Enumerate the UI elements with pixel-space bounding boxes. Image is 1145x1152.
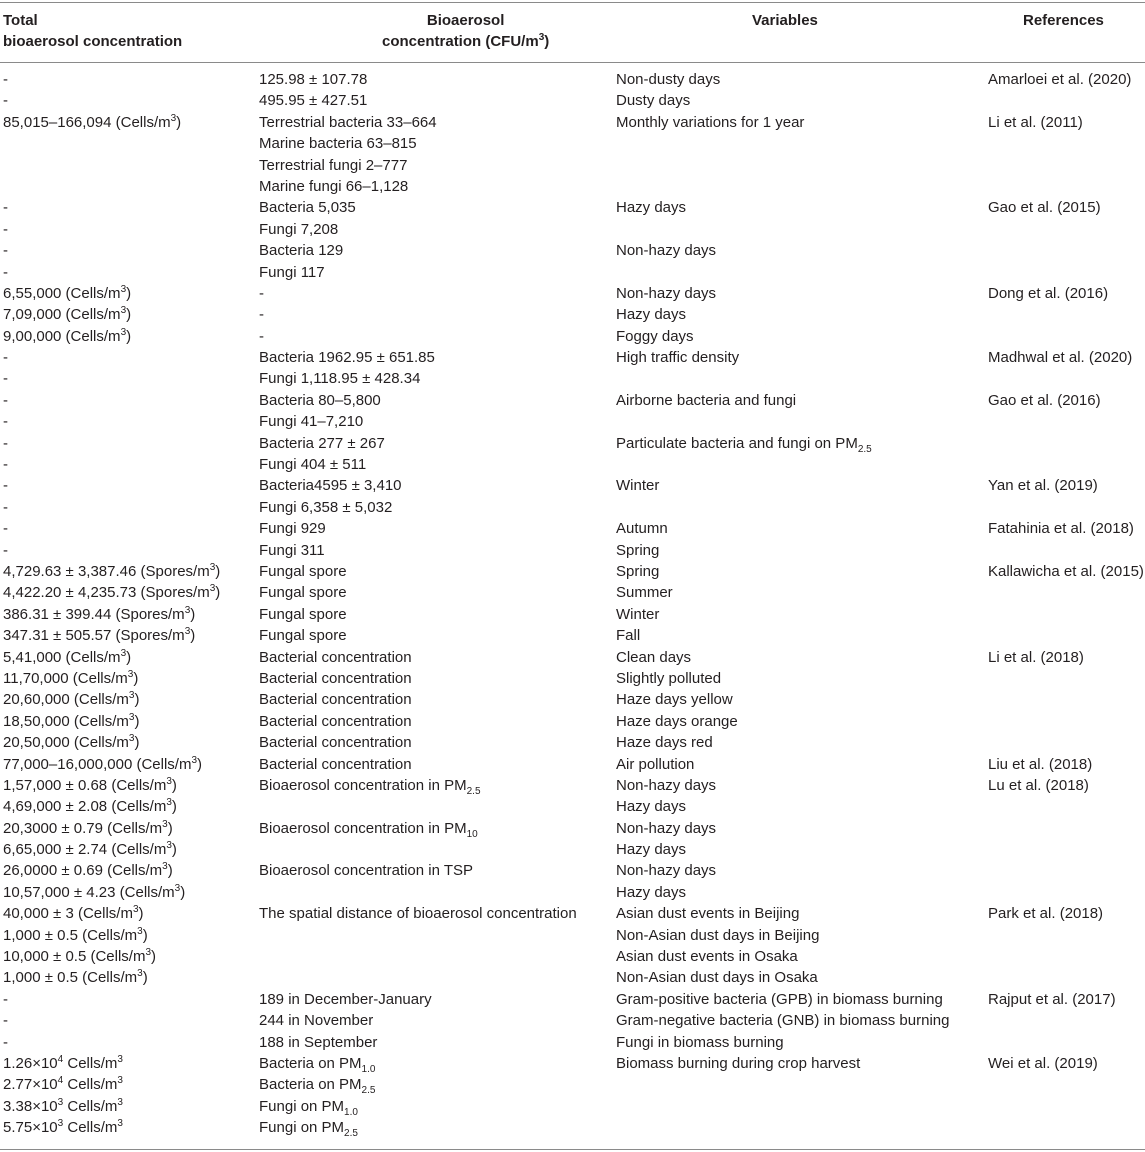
table-row [0, 1010, 1145, 1031]
table-row [0, 989, 1145, 1010]
cell-references: Dong et al. (2016) [988, 284, 1109, 302]
table-row [0, 176, 1145, 197]
cell-bioaerosol-concentration: Fungal spore [259, 627, 347, 645]
table-row [0, 219, 1145, 240]
cell-total-concentration: 20,50,000 $(Cells/m^3)$ [3, 733, 140, 752]
cell-variables: Foggy days [616, 327, 694, 345]
cell-variables: Hazy days [616, 883, 687, 901]
cell-references: Li et al. (2011) [988, 113, 1083, 131]
cell-total-concentration: - [3, 541, 8, 559]
cell-variables: Hazy days [616, 306, 687, 324]
cell-total-concentration: 77,000–16,000,000 $(Cells/m^3)$ [3, 754, 203, 773]
cell-total-concentration: - [3, 990, 8, 1008]
cell-variables: Fungi in biomass burning [616, 1033, 784, 1051]
table-row [0, 497, 1145, 518]
table-row [0, 475, 1145, 496]
table-row [0, 1096, 1145, 1117]
table-row [0, 240, 1145, 261]
cell-bioaerosol-concentration: Fungi 311 [259, 541, 325, 559]
cell-total-concentration: - [3, 434, 8, 452]
cell-total-concentration: 9,00,000 $(Cells/m^3)$ [3, 326, 132, 345]
cell-variables: Air pollution [616, 755, 695, 773]
cell-total-concentration: 1,57,000 ± 0.68 $(Cells/m^3)$ [3, 775, 177, 794]
cell-variables: Non-Asian dust days in Osaka [616, 969, 818, 987]
cell-total-concentration: - [3, 199, 8, 217]
table-row [0, 197, 1145, 218]
cell-bioaerosol-concentration: Bacteria 277 ± 267 [259, 434, 385, 452]
table-row [0, 625, 1145, 646]
cell-variables: Non-Asian dust days in Beijing [616, 926, 820, 944]
cell-bioaerosol-concentration: Bacterial concentration [259, 734, 412, 752]
cell-variables: Summer [616, 584, 673, 602]
cell-total-concentration: - [3, 498, 8, 516]
table-row [0, 1074, 1145, 1095]
cell-references: Liu et al. (2018) [988, 755, 1093, 773]
table-row [0, 90, 1145, 111]
cell-variables: Haze days red [616, 734, 713, 752]
table-row [0, 1053, 1145, 1074]
cell-bioaerosol-concentration: Terrestrial bacteria 33–664 [259, 113, 437, 131]
cell-bioaerosol-concentration: 244 in November [259, 1012, 374, 1030]
header-col2-line2: concentration $(CFU/m^3)$ [382, 32, 550, 50]
table-row [0, 668, 1145, 689]
cell-variables: Autumn [616, 520, 668, 538]
cell-references: Lu et al. (2018) [988, 776, 1089, 794]
table-row [0, 304, 1145, 325]
cell-total-concentration: 10,000 ± 0.5 $(Cells/m^3)$ [3, 947, 157, 966]
cell-total-concentration: - [3, 1033, 8, 1051]
cell-variables: Spring [616, 541, 660, 559]
cell-total-concentration: - [3, 413, 8, 431]
cell-total-concentration: 7,09,000 $(Cells/m^3)$ [3, 305, 132, 324]
cell-variables: Fall [616, 627, 641, 645]
cell-total-concentration: 1,000 ± 0.5 $(Cells/m^3)$ [3, 925, 148, 944]
header-rule [0, 62, 1145, 63]
table-row [0, 390, 1145, 411]
header-variables: Variables [752, 12, 818, 29]
cell-variables: Monthly variations for 1 year [616, 113, 805, 131]
cell-variables: Non-hazy days [616, 242, 717, 260]
cell-total-concentration: 347.31 ± 505.57 $(Spores/m^3)$ [3, 626, 196, 645]
cell-bioaerosol-concentration: Fungi 404 ± 511 [259, 456, 367, 474]
cell-variables: Gram-positive bacteria (GPB) in biomass burning [616, 990, 943, 1008]
cell-total-concentration: - [3, 520, 8, 538]
cell-references: Madhwal et al. (2020) [988, 349, 1133, 367]
table-row [0, 133, 1145, 154]
cell-bioaerosol-concentration: Fungi 929 [259, 520, 326, 538]
cell-total-concentration: $2.77\times 10^4$ Cells/$m^3$ [3, 1075, 123, 1094]
cell-variables: Slightly polluted [616, 669, 722, 687]
table-row [0, 925, 1145, 946]
table-row [0, 689, 1145, 710]
header-total-concentration [3, 10, 182, 52]
cell-total-concentration: - [3, 92, 8, 110]
table-row [0, 454, 1145, 475]
cell-bioaerosol-concentration: Bacteria on $PM_{2.5}$ [259, 1076, 376, 1097]
cell-variables: High traffic density [616, 349, 740, 367]
cell-variables: Airborne bacteria and fungi [616, 391, 797, 409]
table-row [0, 540, 1145, 561]
cell-references: Wei et al. (2019) [988, 1054, 1098, 1072]
table-row [0, 326, 1145, 347]
cell-bioaerosol-concentration: Fungal spore [259, 562, 347, 580]
cell-bioaerosol-concentration: Fungi on $PM_{1.0}$ [259, 1097, 358, 1118]
cell-total-concentration: $5.75\times 10^3$ Cells/$m^3$ [3, 1118, 123, 1137]
cell-variables: Winter [616, 477, 660, 495]
cell-variables: Gram-negative bacteria (GNB) in biomass burning [616, 1012, 950, 1030]
table-row [0, 647, 1145, 668]
cell-total-concentration: 6,55,000 $(Cells/m^3)$ [3, 283, 132, 302]
table-row [0, 1117, 1145, 1138]
cell-variables: Asian dust events in Beijing [616, 905, 800, 923]
table-row [0, 860, 1145, 881]
table-row [0, 604, 1145, 625]
cell-bioaerosol-concentration: Fungal spore [259, 584, 347, 602]
cell-references: Gao et al. (2015) [988, 199, 1101, 217]
cell-variables: Non-hazy days [616, 819, 717, 837]
cell-variables: Haze days orange [616, 712, 738, 730]
cell-bioaerosol-concentration: Bacteria 80–5,800 [259, 391, 381, 409]
cell-total-concentration: - [3, 242, 8, 260]
cell-total-concentration: 4,729.63 ± 3,387.46 $(Spores/m^3)$ [3, 561, 221, 580]
cell-variables: Haze days yellow [616, 691, 733, 709]
table-row [0, 69, 1145, 90]
cell-variables: Biomass burning during crop harvest [616, 1054, 861, 1072]
cell-variables: Non-hazy days [616, 862, 717, 880]
header-col2-line1: Bioaerosol [426, 12, 505, 29]
cell-variables: Clean days [616, 648, 692, 666]
cell-total-concentration: - [3, 391, 8, 409]
cell-bioaerosol-concentration: Bacteria 1962.95 ± 651.85 [259, 349, 435, 367]
cell-variables: Spring [616, 562, 660, 580]
cell-total-concentration: 20,60,000 $(Cells/m^3)$ [3, 690, 140, 709]
cell-references: Park et al. (2018) [988, 905, 1104, 923]
cell-references: Li et al. (2018) [988, 648, 1084, 666]
cell-bioaerosol-concentration: Fungi 41–7,210 [259, 413, 364, 431]
cell-variables: Hazy days [616, 199, 687, 217]
cell-bioaerosol-concentration: 495.95 ± 427.51 [259, 92, 368, 110]
header-col1-line2: bioaerosol concentration [3, 33, 183, 50]
table-row [0, 967, 1145, 988]
cell-variables: Particulate bacteria and fungi on $PM_{2.5}$ [616, 434, 872, 455]
cell-total-concentration: 26,0000 ± 0.69 $(Cells/m^3)$ [3, 861, 173, 880]
cell-bioaerosol-concentration: - [259, 284, 264, 302]
cell-bioaerosol-concentration: - [259, 306, 264, 324]
cell-bioaerosol-concentration: Fungi 7,208 [259, 220, 339, 238]
table-row [0, 411, 1145, 432]
bottom-rule [0, 1149, 1145, 1150]
cell-total-concentration: - [3, 477, 8, 495]
cell-bioaerosol-concentration: Bacteria 5,035 [259, 199, 356, 217]
cell-total-concentration: 4,422.20 ± 4,235.73 $(Spores/m^3)$ [3, 583, 221, 602]
table-row [0, 882, 1145, 903]
table-body [0, 69, 1145, 1139]
cell-bioaerosol-concentration: Fungi 117 [259, 263, 325, 281]
cell-bioaerosol-concentration: Bacterial concentration [259, 648, 412, 666]
table-row [0, 368, 1145, 389]
cell-references: Kallawicha et al. (2015) [988, 562, 1144, 580]
table-row [0, 775, 1145, 796]
table-row [0, 796, 1145, 817]
cell-total-concentration: 18,50,000 $(Cells/m^3)$ [3, 711, 140, 730]
cell-bioaerosol-concentration: Bacteria on $PM_{1.0}$ [259, 1054, 376, 1075]
cell-total-concentration: - [3, 349, 8, 367]
cell-bioaerosol-concentration: Marine bacteria 63–815 [259, 135, 417, 153]
table-row [0, 561, 1145, 582]
cell-total-concentration: 20,3000 ± 0.79 $(Cells/m^3)$ [3, 818, 173, 837]
cell-total-concentration: - [3, 71, 8, 88]
cell-bioaerosol-concentration: Bioaerosol concentration in $PM_{2.5}$ [259, 776, 481, 797]
header-bioaerosol-concentration [382, 10, 549, 52]
table-row [0, 839, 1145, 860]
table-row [0, 347, 1145, 368]
cell-total-concentration: - [3, 263, 8, 281]
cell-bioaerosol-concentration: Bacteria 129 [259, 242, 344, 260]
cell-total-concentration: 1,000 ± 0.5 $(Cells/m^3)$ [3, 968, 148, 987]
cell-bioaerosol-concentration: Bacterial concentration [259, 755, 412, 773]
cell-bioaerosol-concentration: Bacterial concentration [259, 669, 412, 687]
cell-references: Fatahinia et al. (2018) [988, 520, 1134, 538]
cell-total-concentration: 386.31 ± 399.44 $(Spores/m^3)$ [3, 604, 196, 623]
table-row [0, 754, 1145, 775]
table-row [0, 711, 1145, 732]
table-row [0, 112, 1145, 133]
cell-bioaerosol-concentration: The spatial distance of bioaerosol concentration [259, 905, 577, 923]
cell-references: Rajput et al. (2017) [988, 990, 1116, 1008]
table-header [0, 0, 1145, 56]
cell-bioaerosol-concentration: - [259, 327, 264, 345]
cell-variables: Dusty days [616, 92, 691, 110]
table-row [0, 582, 1145, 603]
table-row [0, 732, 1145, 753]
table-row [0, 518, 1145, 539]
table-row [0, 433, 1145, 454]
header-col1-line1: Total [3, 12, 38, 29]
cell-bioaerosol-concentration: Bacterial concentration [259, 712, 412, 730]
cell-bioaerosol-concentration: 189 in December-January [259, 990, 432, 1008]
cell-bioaerosol-concentration: Bioaerosol concentration in $PM_{10}$ [259, 819, 478, 840]
cell-total-concentration: 11,70,000 $(Cells/m^3)$ [3, 668, 139, 687]
cell-total-concentration: - [3, 1012, 8, 1030]
table-row [0, 903, 1145, 924]
table-row [0, 946, 1145, 967]
cell-variables: Hazy days [616, 798, 687, 816]
cell-references: Amarloei et al. (2020) [988, 71, 1132, 88]
cell-total-concentration: 6,65,000 ± 2.74 $(Cells/m^3)$ [3, 840, 177, 859]
cell-bioaerosol-concentration: 188 in September [259, 1033, 378, 1051]
cell-bioaerosol-concentration: Fungi 6,358 ± 5,032 [259, 498, 393, 516]
cell-bioaerosol-concentration: Bacterial concentration [259, 691, 412, 709]
cell-bioaerosol-concentration: Bacteria4595 ± 3,410 [259, 477, 402, 495]
cell-variables: Non-dusty days [616, 71, 721, 88]
table-row [0, 155, 1145, 176]
cell-bioaerosol-concentration: Fungal spore [259, 605, 347, 623]
header-references: References [1023, 12, 1104, 29]
cell-bioaerosol-concentration: Terrestrial fungi 2–777 [259, 156, 408, 174]
cell-total-concentration: 4,69,000 ± 2.08 $(Cells/m^3)$ [3, 797, 177, 816]
cell-total-concentration: $3.38\times 10^3$ Cells/$m^3$ [3, 1096, 123, 1115]
cell-variables: Hazy days [616, 841, 687, 859]
cell-total-concentration: 10,57,000 ± 4.23 $(Cells/m^3)$ [3, 882, 186, 901]
cell-total-concentration: $1.26\times 10^4$ Cells/$m^3$ [3, 1053, 123, 1072]
cell-bioaerosol-concentration: Fungi 1,118.95 ± 428.34 [259, 370, 421, 388]
cell-total-concentration: 40,000 ± 3 $(Cells/m^3)$ [3, 904, 144, 923]
cell-total-concentration: - [3, 220, 8, 238]
cell-variables: Asian dust events in Osaka [616, 948, 798, 966]
cell-total-concentration: 85,015–166,094 $(Cells/m^3)$ [3, 112, 182, 131]
cell-bioaerosol-concentration: Bioaerosol concentration in TSP [259, 862, 474, 880]
cell-total-concentration: - [3, 456, 8, 474]
cell-variables: Winter [616, 605, 660, 623]
table-row [0, 283, 1145, 304]
cell-bioaerosol-concentration: 125.98 ± 107.78 [259, 71, 368, 88]
table-row [0, 1032, 1145, 1053]
cell-variables: Non-hazy days [616, 284, 717, 302]
table-row [0, 262, 1145, 283]
cell-total-concentration: - [3, 370, 8, 388]
cell-variables: Non-hazy days [616, 776, 717, 794]
cell-bioaerosol-concentration: Fungi on $PM_{2.5}$ [259, 1119, 358, 1140]
cell-references: Yan et al. (2019) [988, 477, 1098, 495]
cell-bioaerosol-concentration: Marine fungi 66–1,128 [259, 177, 409, 195]
cell-total-concentration: 5,41,000 $(Cells/m^3)$ [3, 647, 132, 666]
cell-references: Gao et al. (2016) [988, 391, 1101, 409]
table-row [0, 818, 1145, 839]
